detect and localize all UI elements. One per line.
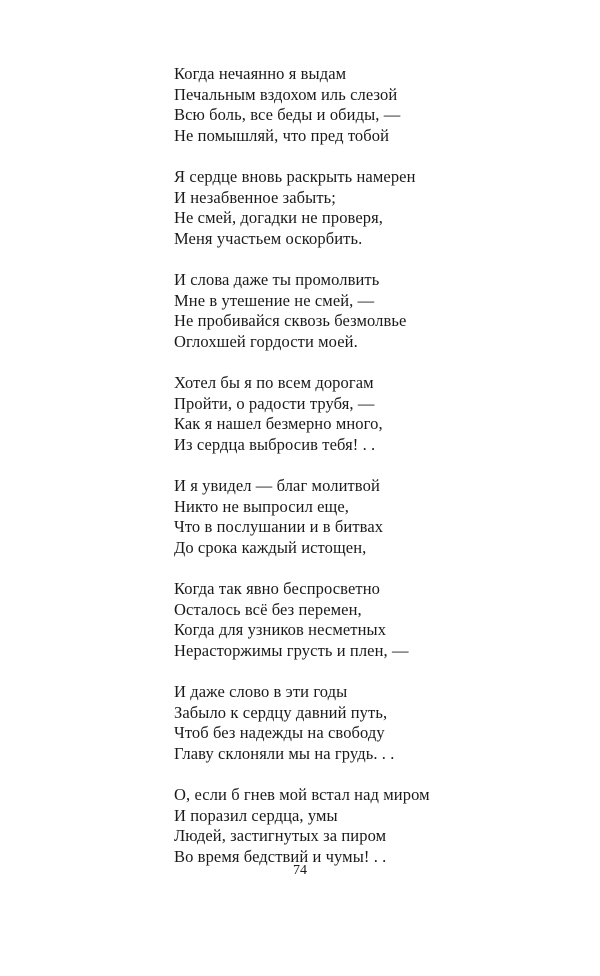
verse-line: До срока каждый истощен, — [174, 537, 367, 557]
verse-line: Оглохшей гордости моей. — [174, 331, 358, 351]
verse-line: О, если б гнев мой встал над миром — [174, 785, 430, 804]
stanza — [174, 476, 574, 558]
verse-line: Когда так явно беспросветно — [174, 579, 380, 598]
stanza — [174, 682, 574, 764]
verse-line: Как я нашел безмерно много, — [174, 414, 383, 433]
verse-line: Никто не выпросил еще, — [174, 496, 349, 516]
stanza — [174, 373, 574, 455]
verse-line: И поразил сердца, умы — [174, 805, 338, 825]
verse-line: Забыло к сердцу давний путь, — [174, 702, 388, 722]
verse-line: Осталось всё без перемен, — [174, 599, 362, 619]
stanza — [174, 270, 574, 352]
verse-line: И слова даже ты промолвить — [174, 270, 380, 289]
stanza — [174, 785, 574, 867]
verse-line: Пройти, о радости трубя, — — [174, 393, 375, 413]
verse-line: И я увидел — благ молитвой — [174, 476, 380, 495]
verse-line: Когда нечаянно я выдам — [174, 64, 347, 83]
verse-line: И незабвенное забыть; — [174, 187, 336, 207]
verse-line: Мне в утешение не смей, — — [174, 290, 375, 310]
verse-line: И даже слово в эти годы — [174, 682, 348, 701]
verse-line: Чтоб без надежды на свободу — [174, 723, 385, 742]
poem-text — [174, 64, 574, 867]
verse-line: Всю боль, все беды и обиды, — — [174, 105, 401, 124]
verse-line: Меня участьем оскорбить. — [174, 228, 363, 248]
verse-line: Когда для узников несметных — [174, 620, 387, 639]
verse-line: Я сердце вновь раскрыть намерен — [174, 167, 416, 186]
verse-line: Не смей, догадки не проверя, — [174, 208, 384, 227]
stanza — [174, 579, 574, 661]
verse-line: Что в послушании и в битвах — [174, 517, 384, 536]
verse-line: Во время бедствий и чумы! . . — [174, 846, 387, 866]
verse-line: Печальным вздохом иль слезой — [174, 84, 398, 104]
page-number: 74 — [293, 863, 307, 878]
stanza — [174, 167, 574, 249]
verse-line: Хотел бы я по всем дорогам — [174, 373, 374, 392]
verse-line: Из сердца выбросив тебя! . . — [174, 434, 376, 454]
stanza — [174, 64, 574, 146]
verse-line: Главу склоняли мы на грудь. . . — [174, 743, 395, 763]
verse-line: Не помышляй, что пред тобой — [174, 125, 390, 145]
verse-line: Не пробивайся сквозь безмолвье — [174, 311, 407, 330]
verse-line: Людей, застигнутых за пиром — [174, 826, 387, 845]
verse-line: Нерасторжимы грусть и плен, — — [174, 640, 409, 660]
